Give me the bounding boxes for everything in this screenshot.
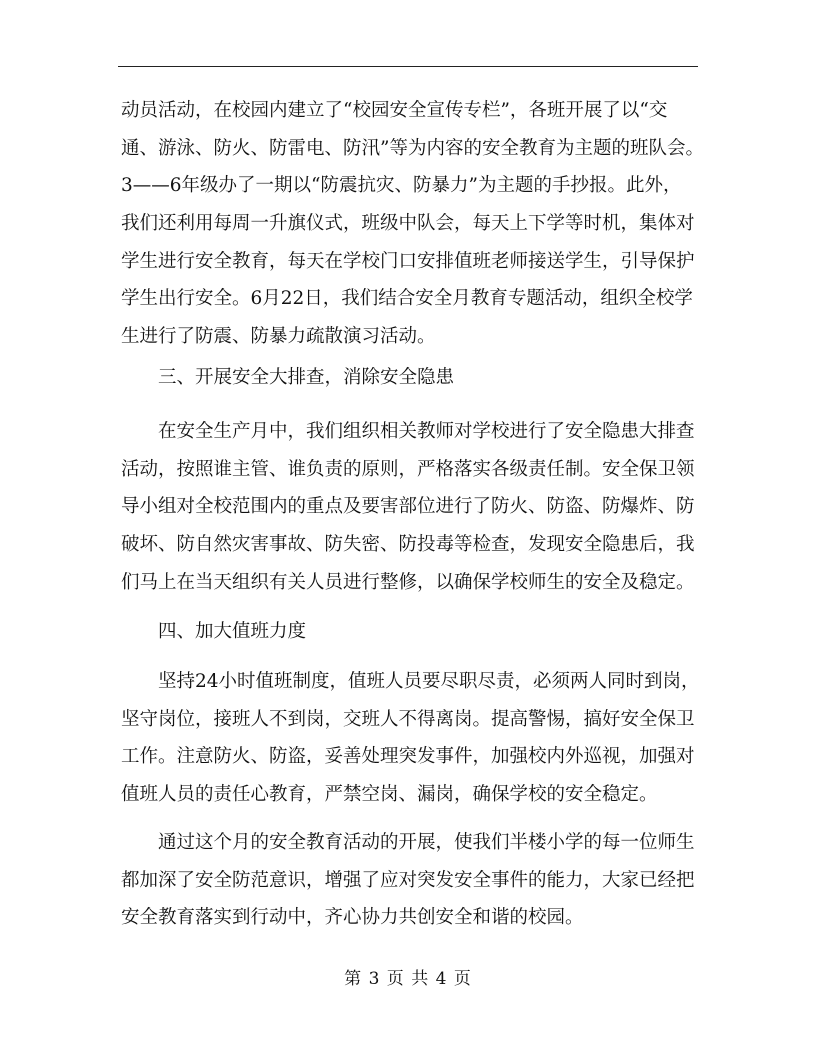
text-line: 坚守岗位，接班人不到岗，交班人不得离岗。提高警惕，搞好安全保卫 bbox=[121, 708, 695, 730]
paragraph-duty bbox=[121, 663, 711, 814]
text-line: 安全教育落实到行动中，齐心协力共创安全和谐的校园。 bbox=[121, 907, 584, 929]
text-line: 都加深了安全防范意识，增强了应对突发安全事件的能力，大家已经把 bbox=[121, 869, 695, 891]
text-line: 通过这个月的安全教育活动的开展，使我们半楼小学的每一位师生 bbox=[158, 832, 695, 853]
header-rule bbox=[118, 66, 698, 67]
text-line: 导小组对全校范围内的重点及要害部位进行了防火、防盗、防爆炸、防 bbox=[121, 496, 695, 518]
text-line: 通、游泳、防火、防雷电、防汛”等为内容的安全教育为主题的班队会。 bbox=[121, 137, 704, 159]
paragraph-inspection bbox=[121, 413, 711, 601]
text-line: 3——6年级办了一期以“防震抗灾、防暴力”为主题的手抄报。此外， bbox=[121, 175, 682, 197]
text-line: 学生出行安全。6月22日，我们结合安全月教育专题活动，组织全校学 bbox=[121, 288, 693, 310]
text-line: 活动，按照谁主管、谁负责的原则，严格落实各级责任制。安全保卫领 bbox=[121, 458, 695, 480]
text-line: 坚持24小时值班制度，值班人员要尽职尽责，必须两人同时到岗， bbox=[158, 671, 700, 692]
text-line: 生进行了防震、防暴力疏散演习活动。 bbox=[121, 326, 436, 348]
text-line: 破坏、防自然灾害事故、防失密、防投毒等检查，发现安全隐患后，我 bbox=[121, 534, 695, 556]
text-line: 学生进行安全教育，每天在学校门口安排值班老师接送学生，引导保护 bbox=[121, 250, 695, 272]
text-line: 动员活动，在校园内建立了“校园安全宣传专栏”，各班开展了以“交 bbox=[121, 100, 668, 121]
text-line: 工作。注意防火、防盗，妥善处理突发事件，加强校内外巡视，加强对 bbox=[121, 746, 695, 768]
text-line: 们马上在当天组织有关人员进行整修，以确保学校师生的安全及稳定。 bbox=[121, 571, 695, 593]
text-line: 值班人员的责任心教育，严禁空岗、漏岗，确保学校的安全稳定。 bbox=[121, 784, 658, 806]
paragraph-conclusion bbox=[121, 824, 711, 937]
section-heading-3 bbox=[121, 359, 711, 397]
paragraph-activities bbox=[121, 92, 711, 356]
text-line: 在安全生产月中，我们组织相关教师对学校进行了安全隐患大排查 bbox=[158, 421, 695, 442]
text-line: 我们还利用每周一升旗仪式，班级中队会，每天上下学等时机，集体对 bbox=[121, 213, 695, 235]
page-number-footer: 第 3 页 共 4 页 bbox=[344, 969, 472, 989]
section-heading-4 bbox=[121, 613, 711, 651]
section-heading: 三、开展安全大排查，消除安全隐患 bbox=[158, 367, 455, 388]
section-heading: 四、加大值班力度 bbox=[158, 621, 307, 642]
